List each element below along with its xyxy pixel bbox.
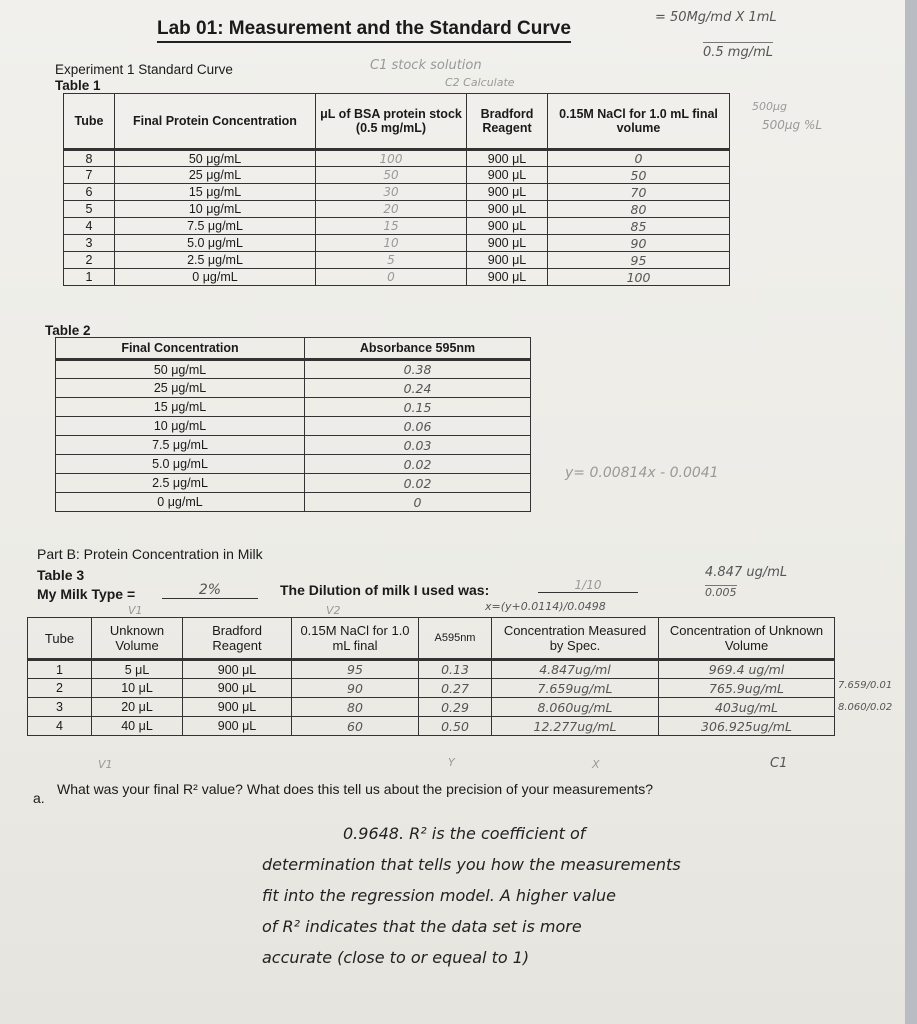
t1-bsa: 5 [316, 252, 467, 269]
t1-reagent: 900 μL [467, 218, 548, 235]
t2-abs: 0.02 [305, 455, 531, 474]
table-row [64, 218, 730, 235]
t1-col-reagent: Bradford Reagent [467, 94, 548, 150]
t1-conc: 25 μg/mL [115, 167, 316, 184]
t3-nacl: 60 [292, 717, 419, 736]
table2 [55, 337, 531, 512]
note-stock: C1 stock solution [370, 58, 482, 73]
t1-conc: 2.5 μg/mL [115, 252, 316, 269]
note-right1: 4.847 ug/mL [705, 565, 788, 580]
table-row [56, 455, 531, 474]
t2-conc: 15 μg/mL [56, 398, 305, 417]
t2-conc: 50 μg/mL [56, 360, 305, 379]
t3-nacl: 95 [292, 660, 419, 679]
t3-col-vol: Unknown Volume [92, 618, 183, 660]
t3-reagent: 900 μL [183, 679, 292, 698]
t1-conc: 5.0 μg/mL [115, 235, 316, 252]
t1-col-bsa: μL of BSA protein stock (0.5 mg/mL) [316, 94, 467, 150]
t1-tube: 3 [64, 235, 115, 252]
t3-tube: 2 [28, 679, 92, 698]
t3-tube: 4 [28, 717, 92, 736]
side-note2: 500μg %L [762, 118, 823, 132]
t1-nacl: 85 [548, 218, 730, 235]
note-top2: 0.5 mg/mL [703, 42, 773, 60]
t3-unknown: 969.4 ug/ml [659, 660, 835, 679]
t1-tube: 2 [64, 252, 115, 269]
table-row [64, 184, 730, 201]
equation-note: y= 0.00814x - 0.0041 [565, 465, 719, 481]
side-calc2: 8.060/0.02 [838, 702, 893, 713]
answer-line-2: determination that tells you how the measurements [262, 855, 681, 874]
table-row [28, 660, 835, 679]
t3-conc: 7.659ug/mL [492, 679, 659, 698]
t3-vol: 10 μL [92, 679, 183, 698]
below-c1: C1 [770, 756, 788, 771]
dilution-label: The Dilution of milk I used was: [280, 582, 490, 598]
question-letter: a. [33, 790, 45, 806]
table-row [64, 201, 730, 218]
table3-label: Table 3 [37, 567, 85, 583]
t2-conc: 0 μg/mL [56, 493, 305, 512]
t3-abs: 0.50 [419, 717, 492, 736]
t1-nacl: 50 [548, 167, 730, 184]
t1-conc: 10 μg/mL [115, 201, 316, 218]
table-row [64, 252, 730, 269]
t1-col-tube: Tube [64, 94, 115, 150]
t3-reagent: 900 μL [183, 717, 292, 736]
answer-line-3: fit into the regression model. A higher value [262, 886, 617, 905]
exp1-heading: Experiment 1 Standard Curve [55, 62, 233, 77]
t1-reagent: 900 μL [467, 167, 548, 184]
t3-vol: 40 μL [92, 717, 183, 736]
side-note1: 500μg [752, 100, 787, 113]
t3-conc: 4.847ug/ml [492, 660, 659, 679]
milk-type-label: My Milk Type = [37, 586, 136, 602]
t1-reagent: 900 μL [467, 235, 548, 252]
table-row [56, 379, 531, 398]
t3-tube: 3 [28, 698, 92, 717]
t1-tube: 7 [64, 167, 115, 184]
t3-abs: 0.29 [419, 698, 492, 717]
t3-abs: 0.27 [419, 679, 492, 698]
t3-col-conc: Concentration Measured by Spec. [492, 618, 659, 660]
t1-tube: 8 [64, 150, 115, 167]
formula-note: x=(y+0.0114)/0.0498 [485, 600, 606, 613]
table1 [63, 93, 730, 286]
t2-col-conc: Final Concentration [56, 338, 305, 360]
table-row [64, 269, 730, 286]
t3-conc: 8.060ug/mL [492, 698, 659, 717]
t3-tube: 1 [28, 660, 92, 679]
table-row [56, 474, 531, 493]
answer-line-1: 0.9648. R² is the coefficient of [343, 824, 586, 843]
t1-nacl: 0 [548, 150, 730, 167]
t1-col-conc: Final Protein Concentration [115, 94, 316, 150]
t1-reagent: 900 μL [467, 184, 548, 201]
t3-abs: 0.13 [419, 660, 492, 679]
t2-abs: 0.02 [305, 474, 531, 493]
t2-conc: 5.0 μg/mL [56, 455, 305, 474]
t1-tube: 6 [64, 184, 115, 201]
t3-nacl: 80 [292, 698, 419, 717]
table-row [56, 493, 531, 512]
t1-bsa: 100 [316, 150, 467, 167]
t1-tube: 1 [64, 269, 115, 286]
t1-bsa: 0 [316, 269, 467, 286]
t3-nacl: 90 [292, 679, 419, 698]
t2-abs: 0.15 [305, 398, 531, 417]
t1-reagent: 900 μL [467, 252, 548, 269]
t1-nacl: 70 [548, 184, 730, 201]
t1-tube: 5 [64, 201, 115, 218]
t3-vol: 5 μL [92, 660, 183, 679]
t1-conc: 15 μg/mL [115, 184, 316, 201]
dilution-value: 1/10 [538, 578, 638, 593]
table-row [28, 717, 835, 736]
below-v1: V1 [98, 758, 113, 771]
t3-vol: 20 μL [92, 698, 183, 717]
t1-bsa: 50 [316, 167, 467, 184]
t2-conc: 7.5 μg/mL [56, 436, 305, 455]
milk-type-value: 2% [162, 582, 258, 599]
t1-reagent: 900 μL [467, 150, 548, 167]
note-right2: 0.005 [705, 586, 737, 599]
t1-bsa: 20 [316, 201, 467, 218]
t1-reagent: 900 μL [467, 201, 548, 218]
note-calc: C2 Calculate [445, 76, 515, 89]
note-v1: V1 [128, 604, 143, 617]
t1-nacl: 80 [548, 201, 730, 218]
below-x: X [592, 758, 600, 771]
question-text: What was your final R² value? What does this tell us about the precision of your measurements? [57, 781, 654, 797]
t2-abs: 0.24 [305, 379, 531, 398]
table-row [28, 698, 835, 717]
table-row [56, 398, 531, 417]
below-y: Y [448, 756, 455, 769]
table3 [27, 617, 835, 736]
t2-col-abs: Absorbance 595nm [305, 338, 531, 360]
t3-col-unknown: Concentration of Unknown Volume [659, 618, 835, 660]
t3-unknown: 765.9ug/mL [659, 679, 835, 698]
t3-col-tube: Tube [28, 618, 92, 660]
t2-conc: 25 μg/mL [56, 379, 305, 398]
t3-reagent: 900 μL [183, 660, 292, 679]
table-row [56, 417, 531, 436]
answer-line-5: accurate (close to or equeal to 1) [262, 948, 530, 967]
t1-bsa: 10 [316, 235, 467, 252]
table-row [28, 679, 835, 698]
t3-col-reagent: Bradford Reagent [183, 618, 292, 660]
background-edge [905, 0, 917, 1024]
table2-label: Table 2 [45, 323, 91, 338]
t2-abs: 0.06 [305, 417, 531, 436]
table1-label: Table 1 [55, 78, 101, 93]
t3-unknown: 403ug/mL [659, 698, 835, 717]
side-calc1: 7.659/0.01 [838, 680, 893, 691]
t1-tube: 4 [64, 218, 115, 235]
t1-col-nacl: 0.15M NaCl for 1.0 mL final volume [548, 94, 730, 150]
t1-conc: 0 μg/mL [115, 269, 316, 286]
partb-heading: Part B: Protein Concentration in Milk [37, 546, 263, 562]
t1-reagent: 900 μL [467, 269, 548, 286]
t1-conc: 7.5 μg/mL [115, 218, 316, 235]
note-v2: V2 [326, 604, 341, 617]
t1-bsa: 30 [316, 184, 467, 201]
t3-col-abs: A595nm [419, 618, 492, 660]
t1-conc: 50 μg/mL [115, 150, 316, 167]
page-title: Lab 01: Measurement and the Standard Curve [157, 18, 571, 43]
t3-reagent: 900 μL [183, 698, 292, 717]
table-row [64, 150, 730, 167]
t3-unknown: 306.925ug/mL [659, 717, 835, 736]
t2-abs: 0.03 [305, 436, 531, 455]
t1-nacl: 90 [548, 235, 730, 252]
t1-nacl: 95 [548, 252, 730, 269]
t3-col-nacl: 0.15M NaCl for 1.0 mL final [292, 618, 419, 660]
table-row [56, 436, 531, 455]
t2-abs: 0.38 [305, 360, 531, 379]
t1-bsa: 15 [316, 218, 467, 235]
t1-nacl: 100 [548, 269, 730, 286]
t2-abs: 0 [305, 493, 531, 512]
t3-conc: 12.277ug/mL [492, 717, 659, 736]
t2-conc: 2.5 μg/mL [56, 474, 305, 493]
answer-line-4: of R² indicates that the data set is more [262, 917, 582, 936]
t2-conc: 10 μg/mL [56, 417, 305, 436]
table-row [56, 360, 531, 379]
table-row [64, 167, 730, 184]
note-top: = 50Mg/md X 1mL [655, 10, 777, 25]
table-row [64, 235, 730, 252]
